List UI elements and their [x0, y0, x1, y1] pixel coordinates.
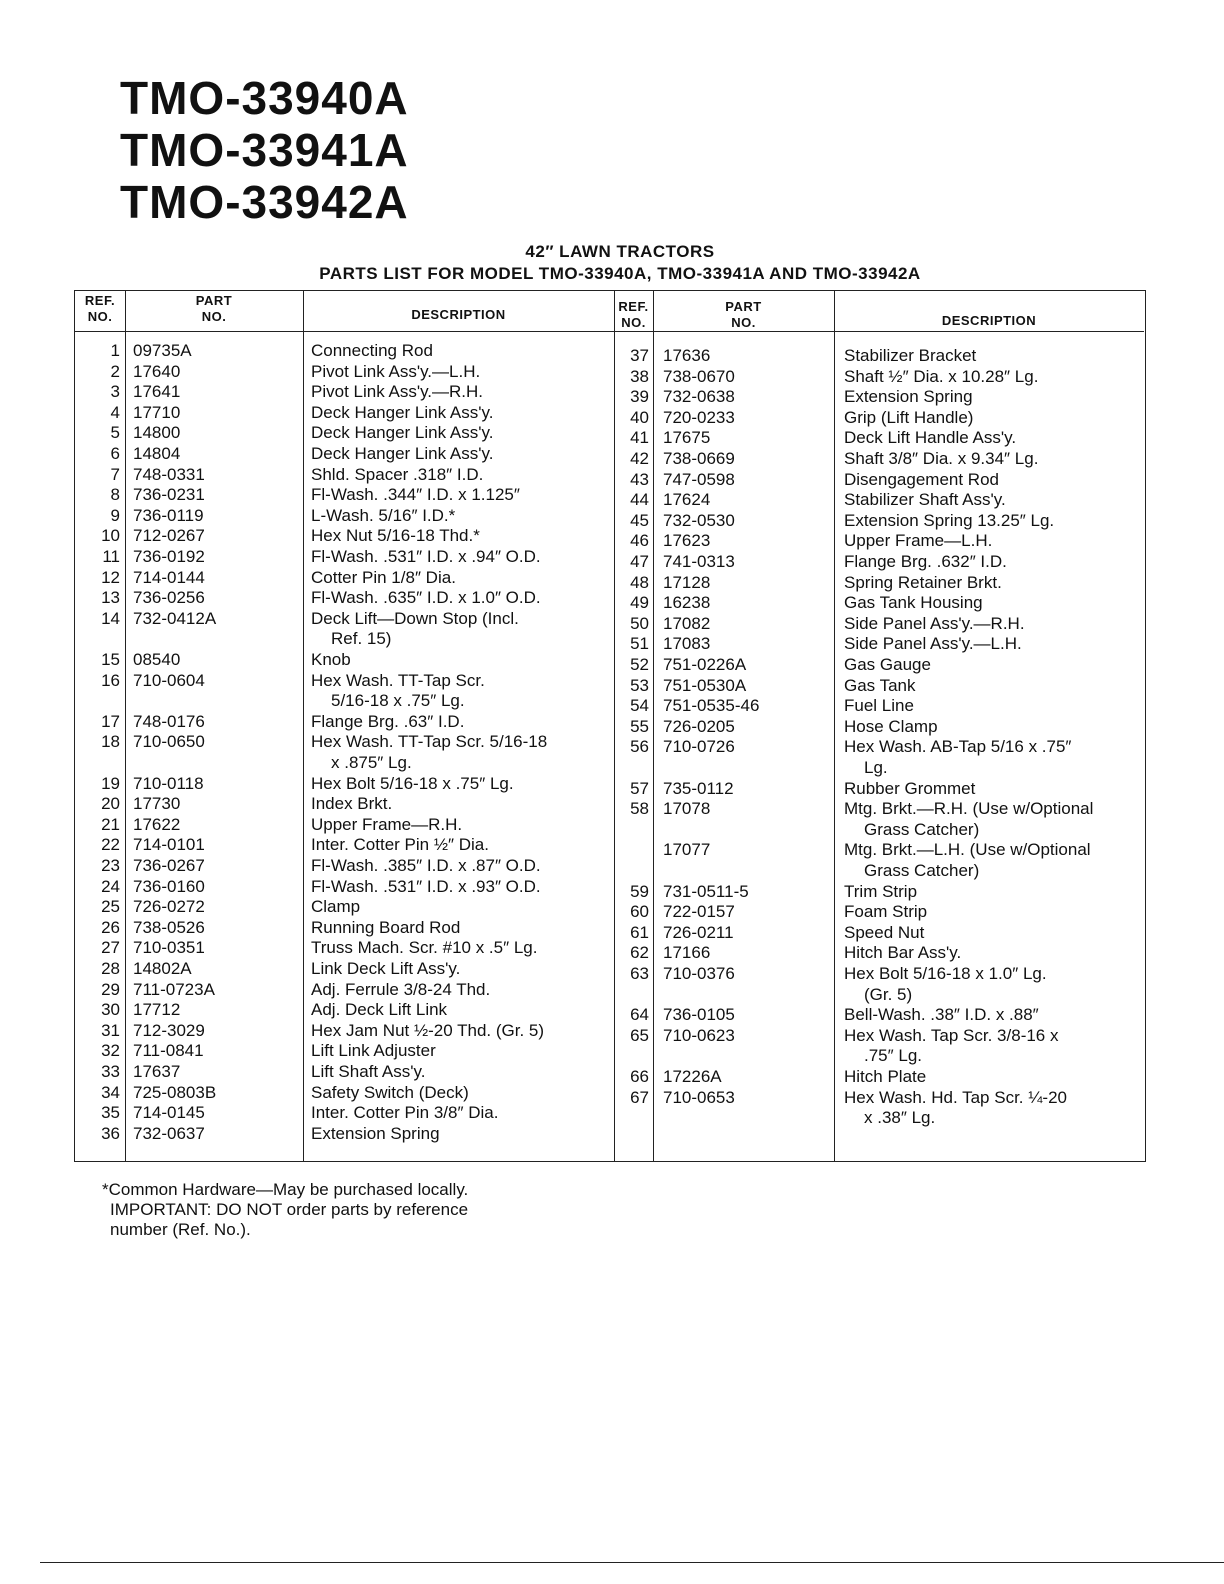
part-no-cell: 751-0530A: [663, 675, 747, 695]
part-no-cell: 710-0351: [133, 938, 205, 958]
header-text: REF.: [84, 293, 116, 308]
description-cell: Upper Frame—L.H.: [844, 531, 993, 551]
part-no-cell: 17083: [663, 634, 711, 654]
description-cell: Hex Bolt 5/16-18 x 1.0″ Lg.: [844, 964, 1047, 983]
ref-no-cell: 6: [110, 444, 120, 463]
ref-no-cell: 32: [101, 1041, 120, 1061]
part-no-cell: 714-0144: [133, 567, 205, 587]
ref-no-header: [614, 299, 653, 331]
description-cell: Side Panel Ass'y.—L.H.: [844, 634, 1022, 654]
ref-no-cell: 14: [101, 608, 120, 628]
model-number-2: TMO-33941A: [120, 124, 409, 176]
part-no-cell: 732-0412A: [133, 608, 217, 628]
description-cell: Hex Jam Nut ½-20 Thd. (Gr. 5): [311, 1020, 545, 1040]
ref-no-cell: 13: [101, 588, 120, 608]
description-cell: Grass Catcher): [864, 819, 980, 839]
footer-note: IMPORTANT: DO NOT order parts by reference: [110, 1200, 469, 1219]
part-no-cell: 17082: [663, 613, 711, 633]
part-no-cell: 720-0233: [663, 407, 735, 427]
ref-no-cell: 17: [101, 711, 120, 731]
part-no-cell: 736-0231: [133, 485, 205, 505]
ref-no-cell: 16: [101, 670, 120, 690]
description-cell: Deck Hanger Link Ass'y.: [311, 423, 494, 443]
part-no-cell: 738-0669: [663, 449, 735, 468]
part-no-cell: 735-0112: [663, 778, 734, 798]
ref-no-cell: 20: [101, 794, 120, 814]
model-number-1: TMO-33940A: [120, 72, 409, 124]
description-cell: 5/16-18 x .75″ Lg.: [331, 691, 465, 711]
ref-no-cell: 52: [630, 655, 649, 674]
part-no-header: [653, 299, 834, 331]
part-no-cell: 14800: [133, 423, 181, 443]
part-no-cell: 17637: [133, 1062, 181, 1081]
part-no-cell: 741-0313: [663, 552, 735, 571]
description-cell: Hex Nut 5/16-18 Thd.*: [311, 526, 480, 546]
description-cell: Stabilizer Shaft Ass'y.: [844, 490, 1006, 510]
description-cell: Speed Nut: [844, 922, 925, 942]
ref-no-cell: 51: [630, 634, 649, 654]
part-no-cell: 08540: [133, 650, 181, 669]
part-no-cell: 722-0157: [663, 902, 735, 922]
part-no-cell: 17623: [663, 531, 711, 551]
ref-no-cell: 56: [630, 737, 649, 757]
description-cell: Flange Brg. .632″ I.D.: [844, 552, 1007, 571]
part-no-cell: 726-0272: [133, 897, 205, 917]
header-text: REF.: [618, 299, 649, 314]
part-no-cell: 16238: [663, 593, 711, 613]
description-header: DESCRIPTION: [411, 307, 506, 322]
ref-no-cell: 45: [630, 510, 649, 530]
ref-no-cell: 39: [630, 387, 649, 407]
ref-no-cell: 19: [101, 773, 120, 793]
part-no-cell: 711-0841: [133, 1041, 204, 1061]
ref-no-cell: 2: [110, 361, 120, 381]
ref-no-cell: 41: [630, 428, 649, 448]
ref-no-cell: 50: [630, 613, 649, 633]
part-no-cell: 748-0176: [133, 711, 205, 731]
footer-note: number (Ref. No.).: [110, 1220, 251, 1239]
ref-no-cell: 3: [110, 382, 120, 402]
ref-no-cell: 26: [101, 917, 120, 937]
ref-no-cell: 60: [630, 902, 649, 922]
ref-no-cell: 42: [630, 449, 649, 468]
description-cell: Stabilizer Bracket: [844, 346, 977, 365]
description-cell: Truss Mach. Scr. #10 x .5″ Lg.: [311, 938, 538, 958]
footer-note: *Common Hardware—May be purchased locally.: [102, 1180, 469, 1199]
description-cell: Adj. Deck Lift Link: [311, 1000, 448, 1020]
description-cell: (Gr. 5): [864, 984, 913, 1004]
part-no-cell: 732-0637: [133, 1123, 205, 1143]
description-cell: .75″ Lg.: [864, 1046, 923, 1066]
description-cell: Ref. 15): [331, 629, 392, 649]
ref-no-cell: 64: [630, 1005, 649, 1025]
part-no-cell: 712-0267: [133, 526, 205, 546]
column-divider: [125, 291, 126, 1161]
description-cell: Upper Frame—R.H.: [311, 814, 463, 834]
part-no-cell: 732-0638: [663, 387, 735, 407]
description-cell: Extension Spring: [844, 387, 973, 407]
ref-no-cell: 28: [101, 959, 120, 978]
part-no-cell: 17710: [133, 402, 181, 422]
description-cell: Lg.: [864, 758, 888, 777]
part-no-cell: 732-0530: [663, 510, 735, 530]
part-no-cell: 710-0726: [663, 737, 735, 757]
part-no-cell: 751-0535-46: [663, 696, 760, 716]
ref-no-cell: 24: [101, 876, 120, 896]
description-cell: Gas Gauge: [844, 655, 931, 674]
part-no-cell: 17128: [663, 572, 711, 592]
part-no-cell: 17166: [663, 943, 711, 963]
part-no-header: [125, 293, 303, 325]
part-no-cell: 14804: [133, 444, 181, 463]
description-cell: Pivot Link Ass'y.—L.H.: [311, 361, 481, 381]
part-no-cell: 14802A: [133, 959, 192, 978]
ref-no-cell: 63: [630, 964, 649, 983]
description-cell: L-Wash. 5/16″ I.D.*: [311, 505, 456, 525]
part-no-cell: 751-0226A: [663, 655, 747, 674]
header-text: PART: [725, 299, 762, 314]
ref-no-cell: 12: [101, 567, 120, 587]
ref-no-cell: 61: [630, 922, 649, 942]
description-cell: Rubber Grommet: [844, 778, 976, 798]
description-cell: x .875″ Lg.: [331, 753, 412, 772]
description-cell: Hex Bolt 5/16-18 x .75″ Lg.: [311, 773, 514, 793]
description-cell: Link Deck Lift Ass'y.: [311, 959, 461, 978]
description-cell: Hex Wash. TT-Tap Scr. 5/16-18: [311, 732, 548, 752]
ref-no-cell: 33: [101, 1062, 120, 1081]
description-cell: Index Brkt.: [311, 794, 393, 814]
description-cell: Inter. Cotter Pin 3/8″ Dia.: [311, 1103, 499, 1123]
description-cell: Fl-Wash. .344″ I.D. x 1.125″: [311, 485, 520, 505]
description-cell: Fl-Wash. .385″ I.D. x .87″ O.D.: [311, 856, 541, 875]
part-no-cell: 711-0723A: [133, 979, 215, 999]
ref-no-header: [75, 293, 125, 325]
description-cell: Fl-Wash. .531″ I.D. x .93″ O.D.: [311, 876, 541, 896]
part-no-cell: 710-0653: [663, 1087, 735, 1107]
part-no-cell: 17675: [663, 428, 711, 448]
part-no-cell: 736-0267: [133, 856, 205, 875]
part-no-cell: 736-0192: [133, 547, 205, 566]
ref-no-cell: 29: [101, 979, 120, 999]
description-cell: Side Panel Ass'y.—R.H.: [844, 613, 1025, 633]
ref-no-cell: 66: [630, 1067, 649, 1086]
ref-no-cell: 40: [630, 407, 649, 427]
description-cell: Foam Strip: [844, 902, 928, 922]
description-cell: Fuel Line: [844, 696, 914, 716]
description-cell: Hitch Bar Ass'y.: [844, 943, 962, 963]
header-text: NO.: [731, 315, 756, 330]
product-heading: 42″ LAWN TRACTORS: [525, 242, 715, 261]
description-cell: Disengagement Rod: [844, 469, 999, 489]
part-no-cell: 17636: [663, 346, 711, 365]
ref-no-cell: 15: [101, 650, 120, 669]
part-no-cell: 738-0526: [133, 917, 205, 937]
ref-no-cell: 67: [630, 1087, 649, 1107]
description-cell: Shaft ½″ Dia. x 10.28″ Lg.: [844, 366, 1039, 386]
part-no-cell: 17624: [663, 490, 711, 510]
description-cell: x .38″ Lg.: [864, 1108, 936, 1128]
description-cell: Fl-Wash. .635″ I.D. x 1.0″ O.D.: [311, 588, 541, 608]
description-cell: Deck Hanger Link Ass'y.: [311, 402, 494, 422]
parts-table: [74, 290, 1146, 1162]
description-cell: Bell-Wash. .38″ I.D. x .88″: [844, 1005, 1039, 1025]
ref-no-cell: 38: [630, 366, 649, 386]
ref-no-cell: 23: [101, 856, 120, 875]
part-no-cell: 710-0118: [133, 773, 204, 793]
description-cell: Shld. Spacer .318″ I.D.: [311, 464, 484, 484]
ref-no-cell: 7: [110, 464, 120, 484]
description-cell: Clamp: [311, 897, 361, 917]
column-divider: [834, 291, 835, 1161]
ref-no-cell: 55: [630, 716, 649, 736]
ref-no-cell: 30: [101, 1000, 120, 1020]
description-cell: Hex Wash. Tap Scr. 3/8-16 x: [844, 1025, 1059, 1045]
part-no-cell: 726-0211: [663, 922, 734, 942]
part-no-cell: 731-0511-5: [663, 881, 749, 901]
header-text: NO.: [87, 309, 113, 324]
description-cell: Safety Switch (Deck): [311, 1082, 469, 1102]
part-no-cell: 09735A: [133, 341, 192, 360]
part-no-cell: 710-0650: [133, 732, 205, 752]
header-text: NO.: [201, 309, 227, 324]
part-no-cell: 17226A: [663, 1067, 722, 1086]
part-no-cell: 17078: [663, 799, 711, 819]
description-cell: Lift Shaft Ass'y.: [311, 1062, 426, 1081]
ref-no-cell: 35: [101, 1103, 120, 1123]
part-no-cell: 747-0598: [663, 469, 735, 489]
description-cell: Adj. Ferrule 3/8-24 Thd.: [311, 979, 491, 999]
part-no-cell: 17712: [133, 1000, 181, 1020]
description-cell: Grass Catcher): [864, 861, 980, 880]
description-cell: Inter. Cotter Pin ½″ Dia.: [311, 835, 489, 855]
ref-no-cell: 1: [110, 341, 120, 360]
model-number-3: TMO-33942A: [120, 176, 409, 228]
ref-no-cell: 27: [101, 938, 120, 958]
description-cell: Hex Wash. TT-Tap Scr.: [311, 670, 485, 690]
column-divider: [303, 291, 304, 1161]
description-cell: Deck Lift—Down Stop (Incl.: [311, 608, 519, 628]
ref-no-cell: 34: [101, 1082, 120, 1102]
column-divider: [653, 291, 654, 1161]
footer-notes: [102, 1180, 468, 1240]
part-no-cell: 725-0803B: [133, 1082, 217, 1102]
ref-no-cell: 31: [101, 1020, 120, 1040]
description-header: DESCRIPTION: [941, 313, 1037, 328]
ref-no-cell: 54: [630, 696, 649, 716]
part-no-cell: 736-0160: [133, 876, 205, 896]
part-no-cell: 726-0205: [663, 716, 735, 736]
description-cell: Running Board Rod: [311, 917, 461, 937]
ref-no-cell: 49: [630, 593, 649, 613]
header-text: NO.: [621, 315, 646, 330]
ref-no-cell: 43: [630, 469, 649, 489]
part-no-cell: 710-0376: [663, 964, 735, 983]
part-no-cell: 17640: [133, 361, 181, 381]
bottom-rule: [40, 1562, 1224, 1563]
description-cell: Hex Wash. AB-Tap 5/16 x .75″: [844, 737, 1072, 757]
part-no-cell: 714-0145: [133, 1103, 205, 1123]
ref-no-cell: 53: [630, 675, 649, 695]
part-no-cell: 748-0331: [133, 464, 205, 484]
part-no-cell: 736-0105: [663, 1005, 735, 1025]
ref-no-cell: 8: [110, 485, 120, 505]
description-cell: Flange Brg. .63″ I.D.: [311, 711, 465, 731]
description-cell: Spring Retainer Brkt.: [844, 572, 1002, 592]
description-cell: Hitch Plate: [844, 1067, 927, 1086]
ref-no-cell: 5: [110, 423, 120, 443]
ref-no-cell: 21: [101, 814, 120, 834]
part-no-cell: 736-0256: [133, 588, 205, 608]
description-cell: Cotter Pin 1/8″ Dia.: [311, 567, 456, 587]
ref-no-cell: 9: [110, 505, 120, 525]
description-cell: Connecting Rod: [311, 341, 433, 360]
part-no-cell: 17077: [663, 840, 711, 860]
description-cell: Deck Lift Handle Ass'y.: [844, 428, 1017, 448]
description-cell: Trim Strip: [844, 881, 918, 901]
ref-no-cell: 18: [101, 732, 120, 752]
ref-no-cell: 4: [110, 402, 120, 422]
part-no-cell: 736-0119: [133, 505, 204, 525]
description-cell: Fl-Wash. .531″ I.D. x .94″ O.D.: [311, 547, 541, 566]
ref-no-cell: 37: [630, 346, 649, 365]
header-text: PART: [195, 293, 233, 308]
ref-no-cell: 25: [101, 897, 120, 917]
ref-no-cell: 57: [630, 778, 649, 798]
part-no-cell: 710-0604: [133, 670, 205, 690]
description-cell: Hex Wash. Hd. Tap Scr. ¼-20: [844, 1087, 1067, 1107]
description-cell: Mtg. Brkt.—L.H. (Use w/Optional: [844, 840, 1091, 860]
description-cell: Lift Link Adjuster: [311, 1041, 436, 1061]
description-cell: Grip (Lift Handle): [844, 407, 974, 427]
description-cell: Extension Spring 13.25″ Lg.: [844, 510, 1055, 530]
ref-no-cell: 10: [101, 526, 120, 546]
description-cell: Deck Hanger Link Ass'y.: [311, 444, 494, 463]
description-cell: Hose Clamp: [844, 716, 938, 736]
part-no-cell: 738-0670: [663, 366, 735, 386]
ref-no-cell: 11: [102, 547, 120, 566]
part-no-cell: 17641: [133, 382, 181, 402]
ref-no-cell: 59: [630, 881, 649, 901]
part-no-cell: 712-3029: [133, 1020, 205, 1040]
description-cell: Extension Spring: [311, 1123, 440, 1143]
ref-no-cell: 44: [630, 490, 649, 510]
ref-no-cell: 48: [630, 572, 649, 592]
ref-no-cell: 36: [101, 1123, 120, 1143]
parts-list-heading: PARTS LIST FOR MODEL TMO-33940A, TMO-33941A AND TMO-33942A: [319, 264, 921, 283]
description-cell: Gas Tank Housing: [844, 593, 983, 613]
part-no-cell: 17730: [133, 794, 181, 814]
description-cell: Gas Tank: [844, 675, 916, 695]
ref-no-cell: 58: [630, 799, 649, 819]
ref-no-cell: 46: [630, 531, 649, 551]
part-no-cell: 710-0623: [663, 1025, 735, 1045]
part-no-cell: 714-0101: [133, 835, 205, 855]
ref-no-cell: 22: [101, 835, 120, 855]
ref-no-cell: 47: [630, 552, 649, 571]
model-numbers: [120, 72, 409, 228]
description-cell: Knob: [311, 650, 351, 669]
description-cell: Shaft 3/8″ Dia. x 9.34″ Lg.: [844, 449, 1039, 468]
header-rule: [75, 331, 1144, 332]
part-no-cell: 17622: [133, 814, 181, 834]
ref-no-cell: 62: [630, 943, 649, 963]
description-cell: Pivot Link Ass'y.—R.H.: [311, 382, 484, 402]
ref-no-cell: 65: [630, 1025, 649, 1045]
description-cell: Mtg. Brkt.—R.H. (Use w/Optional: [844, 799, 1094, 819]
